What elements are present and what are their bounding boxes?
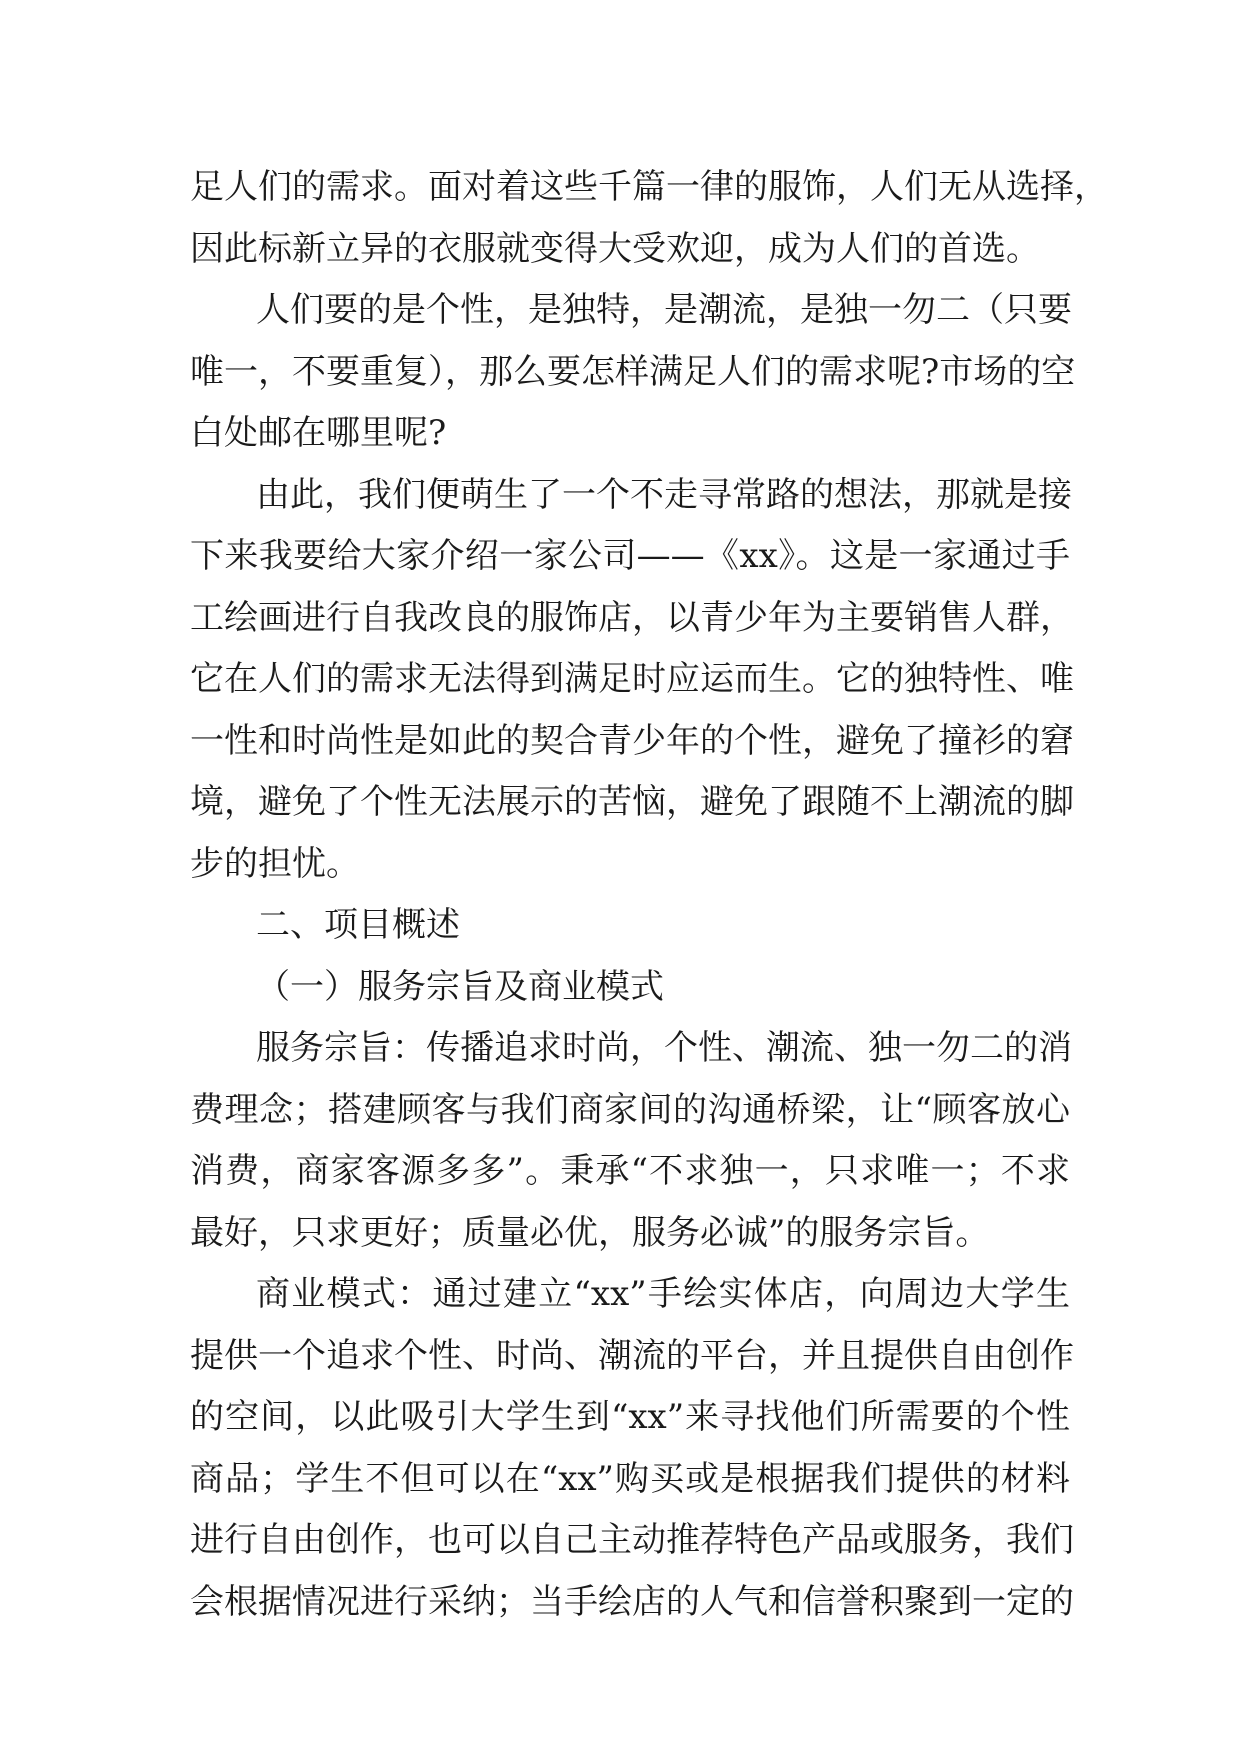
text-line: 提供一个追求个性、时尚、潮流的平台，并且提供自由创作 — [190, 1335, 1074, 1376]
document-body — [190, 157, 1108, 1633]
text-line: 白处邮在哪里呢? — [190, 413, 447, 453]
text-line: 的空间，以此吸引大学生到“xx”来寻找他们所需要的个性 — [190, 1397, 1070, 1437]
text-line: 消费，商家客源多多”。秉承“不求独一，只求唯一；不求 — [190, 1151, 1070, 1191]
text-line: 步的担忧。 — [190, 843, 360, 884]
text-line: 它在人们的需求无法得到满足时应运而生。它的独特性、唯 — [190, 659, 1074, 699]
paragraph-start-line: 服务宗旨：传播追求时尚，个性、潮流、独一勿二的消 — [256, 1028, 1072, 1068]
text-line: 进行自由创作，也可以自己主动推荐特色产品或服务，我们 — [190, 1520, 1074, 1560]
text-line: 会根据情况进行采纳；当手绘店的人气和信誉积聚到一定的 — [190, 1581, 1074, 1622]
subsection-heading: （一）服务宗旨及商业模式 — [256, 966, 664, 1007]
text-line: 足人们的需求。面对着这些千篇一律的服饰，人们无从选择， — [190, 167, 1108, 207]
text-line: 境，避免了个性无法展示的苦恼，避免了跟随不上潮流的脚 — [190, 782, 1074, 822]
paragraph-start-line: 商业模式：通过建立“xx”手绘实体店，向周边大学生 — [256, 1274, 1070, 1314]
text-line: 下来我要给大家介绍一家公司——《xx》。这是一家通过手 — [190, 536, 1070, 576]
text-line: 工绘画进行自我改良的服饰店，以青少年为主要销售人群， — [190, 597, 1074, 638]
text-line: 商品；学生不但可以在“xx”购买或是根据我们提供的材料 — [190, 1458, 1070, 1499]
paragraph-start-line: 人们要的是个性，是独特，是潮流，是独一勿二（只要 — [256, 290, 1072, 330]
text-line: 因此标新立异的衣服就变得大受欢迎，成为人们的首选。 — [190, 228, 1040, 269]
text-line: 一性和时尚性是如此的契合青少年的个性，避免了撞衫的窘 — [190, 720, 1074, 761]
section-heading: 二、项目概述 — [256, 905, 460, 945]
text-line: 费理念；搭建顾客与我们商家间的沟通桥梁，让“顾客放心 — [190, 1089, 1070, 1130]
text-line: 唯一，不要重复），那么要怎样满足人们的需求呢?市场的空 — [190, 351, 1076, 392]
paragraph-start-line: 由此，我们便萌生了一个不走寻常路的想法，那就是接 — [256, 474, 1072, 515]
text-line: 最好，只求更好；质量必优，服务必诚”的服务宗旨。 — [190, 1212, 990, 1253]
